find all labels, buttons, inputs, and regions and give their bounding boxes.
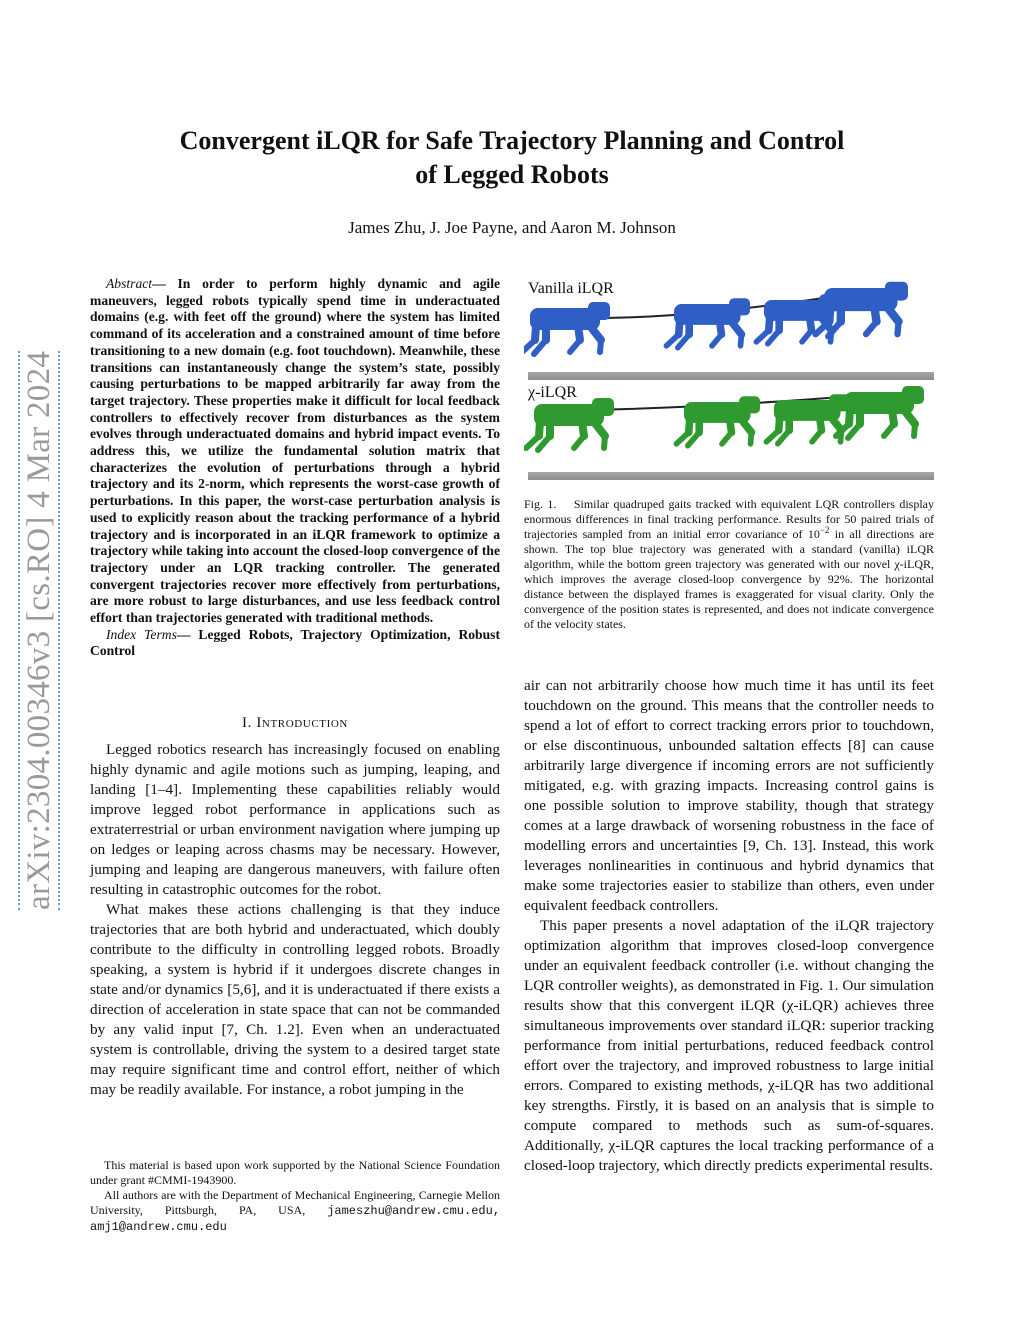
caption-cov-exp: −2 [819,525,830,535]
abstract: Abstract— In order to perform highly dynamic and agile maneuvers, legged robots typically spend time in underactuated domains (e.g. with feet off the ground) where the system has limited command of its acceleration and a constrained amount of time before transitioning to a new domain (e.g. foot touchdown). Meanwhile, these transitions can instantaneously change the system’s state, possibly causing perturbations to be mapped arbitrarily far away from the target trajectory. These properties make it difficult for local feedback controllers to effectively recover from disturbances as the system evolves through underactuated domains and hybrid impact events. To address this, we utilize the fundamental solution matrix that characterizes the evolution of perturbations through a hybrid trajectory and its 2-norm, which represents the worst-case growth of perturbations. In this paper, the worst-case perturbation analysis is used to explicitly reason about the tracking performance of a hybrid trajectory and is incorporated in an iLQR framework to optimize a trajectory while taking into account the closed-loop convergence of the trajectory under an LQR tracking controller. The generated convergent trajectories recover more effectively from perturbations, are more robust to large disturbances, and use less feedback control effort than trajectories generated with traditional methods. Index Terms— Legged Robots, Trajectory Optimization, Robust Control [90,276,500,659]
robot-frame-vanilla-1 [524,302,610,354]
robot-frame-chi-1 [526,398,614,450]
robot-frame-chi-2 [676,396,760,445]
section-title: Introduction [256,715,348,731]
paper-title [0,124,1024,192]
arxiv-stamp[interactable] [18,320,58,910]
right-paragraph-1: air can not arbitrarily choose how much time it has until its feet touchdown on the ground. This means that the controller needs to spend a lot of effort to correct tracking errors prior to touchdown, or else discontinuous, unbounded saltation effects [8] can cause arbitrarily large divergence if incoming errors are not sufficiently mitigated, e.g. with grazing impacts. Increasing control gains is one possible solution to improve stability, though that strategy comes at a large drawback of worsening robustness in the face of modelling errors and uncertainties [9, Ch. 13]. Instead, this work leverages nonlinearities in continuous and hybrid dynamics that make some trajectories easier to stabilize than others, even under equivalent feedback controllers. [524,677,934,914]
title-line-1: Convergent iLQR for Safe Trajectory Planning and Control [179,126,845,155]
right-column-body [524,676,934,1176]
robot-frame-vanilla-2 [666,298,750,347]
index-terms-label: Index Terms [106,626,177,642]
section-heading [90,715,500,732]
vanilla-robot-frames [524,278,934,378]
index-terms-text: Legged Robots, Trajectory Optimization, Robust Control [90,626,500,659]
ground-strip-bottom [528,472,934,480]
figure-label-vanilla: Vanilla iLQR [528,280,614,297]
chi-robot-frames [524,374,934,484]
funding-note: This material is based upon work supported by the National Science Foundation under grant #CMMI-1943900. [90,1158,500,1187]
caption-cov-base: 10 [807,527,820,541]
arxiv-stamp-text: arXiv:2304.00346v3 [cs.RO] 4 Mar 2024 [18,351,60,910]
section-number: I. [242,715,252,731]
figure-label-chi: χ-iLQR [528,384,577,401]
abstract-text: In order to perform highly dynamic and agile maneuvers, legged robots typically spend time in underactuated domains (e.g. with feet off the ground) where the system has limited command of its acceleration and a constrained amount of time before transitioning to a new domain (e.g. foot touchdown). Meanwhile, these transitions can instantaneously change the system’s state, possibly causing perturbations to be mapped arbitrarily far away from the target trajectory. These properties make it difficult for local feedback controllers to effectively recover from disturbances as the system evolves through underactuated domains and hybrid impact events. To address this, we utilize the fundamental solution matrix that characterizes the evolution of perturbations through a hybrid trajectory and its 2-norm, which represents the worst-case growth of perturbations. In this paper, the worst-case perturbation analysis is used to explicitly reason about the tracking performance of a hybrid trajectory and is incorporated in an iLQR framework to optimize a trajectory while taking into account the closed-loop convergence of the trajectory under an LQR tracking controller. The generated convergent trajectories recover more effectively from perturbations, are more robust to large disturbances, and use less feedback control effort than trajectories generated with traditional methods. [90,276,500,626]
intro-paragraph-1: Legged robotics research has increasingly focused on enabling highly dynamic and agile motions such as jumping, leaping, and landing [1–4]. Implementing these capabilities reliably would improve legged robot performance in applications such as extraterrestrial or urban environment navigation where jumping up on ledges or leaping across chasms may be necessary. However, jumping and leaping are dangerous maneuvers, with failure often resulting in catastrophic outcomes for the robot. [90,741,500,898]
caption-label: Fig. 1. [524,497,557,511]
email-2[interactable]: amj1@andrew.cmu.edu [90,1220,227,1234]
affiliation-text: All authors are with the Department of Mechanical Engineering, Carnegie Mellon University, Pittsburgh, PA, USA, [90,1188,500,1217]
intro-paragraph-2: What makes these actions challenging is that they induce trajectories that are both hybrid and underactuated, which doubly contribute to the difficulty in controlling legged robots. Broadly speaking, a system is hybrid if it undergoes discrete changes in state and/or dynamics [5,6], and it is underactuated if there exists a direction of acceleration in state space that can not be commanded by any valid input [7, Ch. 1.2]. Even when an underactuated system is controllable, driving the system to a desired target state may require significant time and control effort, neither of which may be readily available. For instance, a robot jumping in the [90,901,500,1098]
left-column-body [90,740,500,1100]
title-line-2: of Legged Robots [415,160,609,189]
author-list: James Zhu, J. Joe Payne, and Aaron M. Johnson [348,218,676,237]
figure-1 [524,278,934,490]
figure-caption [524,497,934,632]
abstract-label: Abstract [106,276,153,291]
right-paragraph-2: This paper presents a novel adaptation of the iLQR trajectory optimization algorithm that improves closed-loop convergence under an equivalent feedback controller (i.e. without changing the LQR controller weights), as demonstrated in Fig. 1. Our simulation results show that this convergent iLQR (χ-iLQR) achieves three simultaneous improvements over standard iLQR: superior tracking performance from initial perturbations, reduced feedback control effort over the trajectory, and improved robustness to large initial errors. Compared to existing methods, χ-iLQR has two additional key strengths. Firstly, it is based on an analysis that is simple to compute compared to methods such as sum-of-squares. Additionally, χ-iLQR captures the local tracking performance of a closed-loop trajectory, which directly predicts experimental results. [524,917,934,1174]
caption-text-b: in all directions are shown. The top blue trajectory was generated with a standard (vanilla) iLQR algorithm, while the bottom green trajectory was generated with our novel χ-iLQR, which improves the average closed-loop convergence by 92%. The horizontal distance between the displayed frames is exaggerated for visual clarity. Only the convergence of the position states is represented, and does not indicate convergence of the velocity states. [524,527,935,631]
affiliation-note [90,1188,500,1235]
email-1[interactable]: jameszhu@andrew.cmu.edu, [327,1204,501,1218]
robot-frame-chi-4 [836,386,924,438]
footnotes [90,1158,500,1235]
caption-text-a: Similar quadruped gaits tracked with equivalent LQR controllers display enormous differences in final tracking performance. Results for 50 paired trials of trajectories sampled from an initial error covariance of [524,497,935,541]
